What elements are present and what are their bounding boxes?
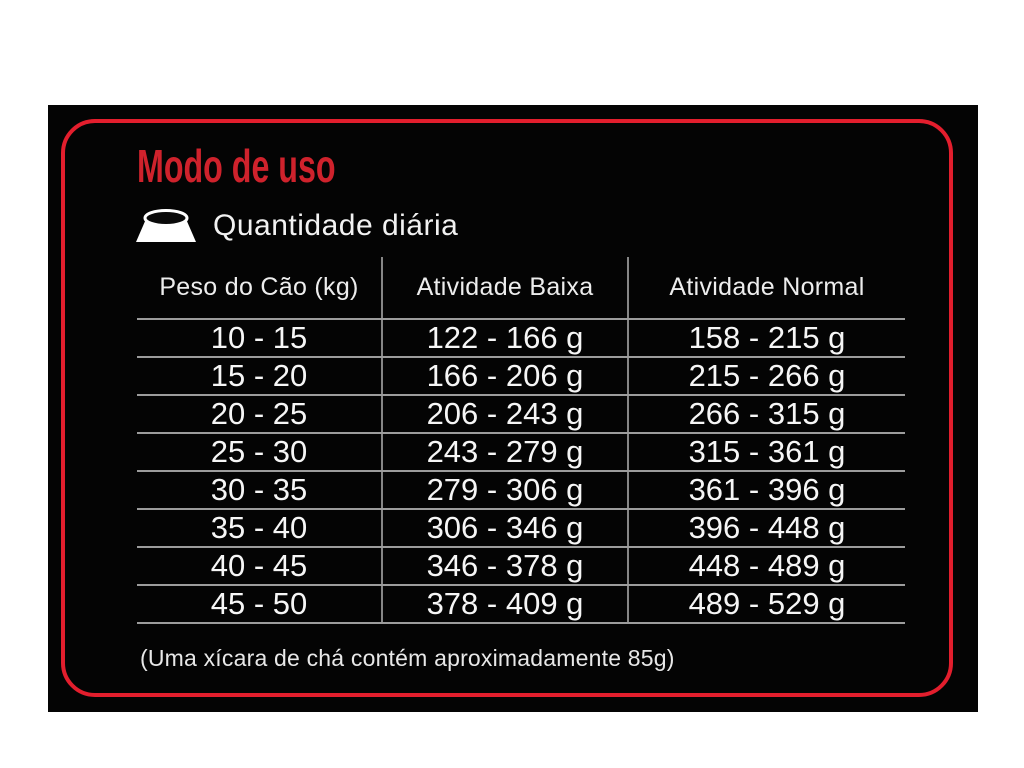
table-row [137,471,905,509]
weight-range-cell: 20 - 25 [137,395,382,433]
weight-range-cell: 10 - 15 [137,319,382,357]
low-activity-cell: 378 - 409 g [382,585,628,623]
normal-activity-cell: 396 - 448 g [628,509,905,547]
table-row [137,319,905,357]
low-activity-cell: 206 - 243 g [382,395,628,433]
normal-activity-cell: 158 - 215 g [628,319,905,357]
column-header-dog-weight: Peso do Cão (kg) [137,257,382,319]
column-header-low-activity: Atividade Baixa [382,257,628,319]
dog-bowl-icon [134,208,198,244]
normal-activity-cell: 489 - 529 g [628,585,905,623]
low-activity-cell: 346 - 378 g [382,547,628,585]
weight-range-cell: 35 - 40 [137,509,382,547]
weight-range-cell: 25 - 30 [137,433,382,471]
table-row [137,433,905,471]
table-row [137,547,905,585]
table-row [137,585,905,623]
weight-range-cell: 45 - 50 [137,585,382,623]
weight-range-cell: 15 - 20 [137,357,382,395]
normal-activity-cell: 448 - 489 g [628,547,905,585]
column-header-normal-activity: Atividade Normal [628,257,905,319]
table-header-row [137,257,905,319]
usage-title: Modo de uso [137,140,336,192]
weight-range-cell: 40 - 45 [137,547,382,585]
normal-activity-cell: 315 - 361 g [628,433,905,471]
low-activity-cell: 306 - 346 g [382,509,628,547]
low-activity-cell: 122 - 166 g [382,319,628,357]
low-activity-cell: 243 - 279 g [382,433,628,471]
daily-quantity-label: Quantidade diária [213,209,459,242]
table-row [137,395,905,433]
normal-activity-cell: 266 - 315 g [628,395,905,433]
weight-range-cell: 30 - 35 [137,471,382,509]
table-row [137,357,905,395]
normal-activity-cell: 215 - 266 g [628,357,905,395]
low-activity-cell: 166 - 206 g [382,357,628,395]
cup-size-footnote: (Uma xícara de chá contém aproximadamente 85g) [140,645,675,671]
feeding-table [137,257,905,624]
feeding-guide-panel [48,105,978,712]
daily-quantity-row [134,208,458,244]
table-row [137,509,905,547]
normal-activity-cell: 361 - 396 g [628,471,905,509]
low-activity-cell: 279 - 306 g [382,471,628,509]
